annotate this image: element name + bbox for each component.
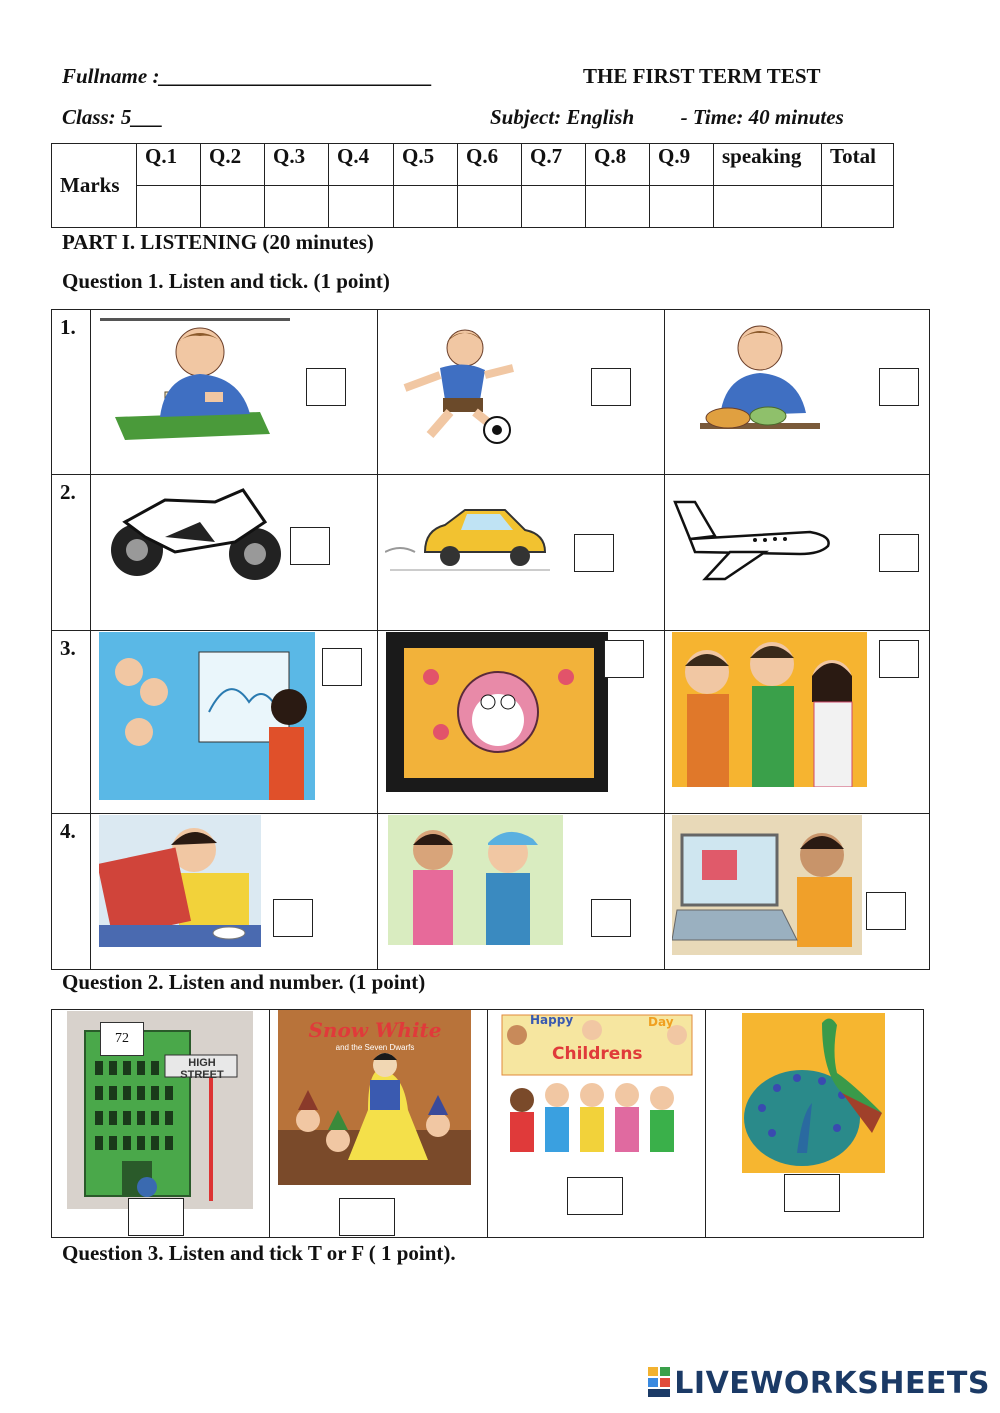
tick-box-2-2[interactable]: [574, 534, 614, 572]
peacock-picture: [742, 1013, 885, 1173]
marks-col-q8: Q.8: [586, 144, 650, 186]
number-box-4[interactable]: [784, 1174, 840, 1212]
cartoon-tv-picture: [386, 632, 608, 800]
book-subtitle: and the Seven Dwarfs: [335, 1043, 415, 1052]
grid-divider: [377, 309, 378, 970]
fullname-line: [62, 64, 432, 89]
number-box-3[interactable]: [567, 1177, 623, 1215]
tick-box-1-2[interactable]: [591, 368, 631, 406]
question2-title: Question 2. Listen and number. (1 point): [62, 970, 426, 994]
boy-writing-picture: [110, 322, 275, 442]
marks-cell[interactable]: [329, 186, 394, 228]
three-children-picture: [672, 632, 867, 787]
marks-col-q1: Q.1: [137, 144, 201, 186]
liveworksheets-logo: [648, 1366, 990, 1401]
marks-col-q6: Q.6: [458, 144, 522, 186]
dash: -: [680, 105, 688, 129]
grid-divider: [705, 1009, 706, 1238]
number-box-1[interactable]: [128, 1198, 184, 1236]
grid-divider: [487, 1009, 488, 1238]
marks-col-speaking: speaking: [714, 144, 822, 186]
marks-cell[interactable]: [137, 186, 201, 228]
grid-divider: [51, 474, 930, 475]
tick-box-3-1[interactable]: [322, 648, 362, 686]
tick-box-4-3[interactable]: [866, 892, 906, 930]
boy-reading-picture: [99, 815, 261, 947]
children-painting-picture: [99, 632, 315, 800]
class-line: [62, 105, 163, 130]
marks-cell[interactable]: [586, 186, 650, 228]
marks-cell[interactable]: [522, 186, 586, 228]
banner-happy: Happy: [530, 1013, 574, 1027]
part1-title: PART I. LISTENING (20 minutes): [62, 230, 374, 254]
test-title: THE FIRST TERM TEST: [583, 64, 821, 88]
marks-col-q9: Q.9: [650, 144, 714, 186]
marks-cell[interactable]: [201, 186, 265, 228]
building-picture: [67, 1011, 253, 1209]
row-number-4: 4.: [60, 819, 76, 843]
tick-box-2-3[interactable]: [879, 534, 919, 572]
time-label: Time: 40 minutes: [692, 105, 844, 129]
question1-title: Question 1. Listen and tick. (1 point): [62, 269, 390, 293]
marks-cell[interactable]: [265, 186, 329, 228]
fullname-blank[interactable]: __________________________: [159, 64, 433, 88]
grid-divider: [51, 813, 930, 814]
tick-box-3-2[interactable]: [604, 640, 644, 678]
marks-col-q7: Q.7: [522, 144, 586, 186]
grid-divider: [269, 1009, 270, 1238]
boy-eating-picture: [700, 318, 820, 448]
marks-col-total: Total: [822, 144, 894, 186]
building-number: 72: [100, 1022, 144, 1056]
row-number-2: 2.: [60, 480, 76, 504]
marks-label: Marks: [52, 144, 137, 228]
liveworksheets-icon: [648, 1367, 670, 1397]
number-box-2[interactable]: [339, 1198, 395, 1236]
marks-cell[interactable]: [394, 186, 458, 228]
childrens-day-picture: [497, 1010, 697, 1175]
tick-box-1-1[interactable]: [306, 368, 346, 406]
marks-col-q2: Q.2: [201, 144, 265, 186]
banner-childrens: Childrens: [552, 1044, 643, 1064]
row-number-3: 3.: [60, 636, 76, 660]
marks-cell[interactable]: [650, 186, 714, 228]
marks-cell[interactable]: [458, 186, 522, 228]
subject-line: [490, 105, 844, 130]
motorbike-picture: [105, 482, 285, 582]
subject-label: Subject: English: [490, 105, 635, 129]
book-title: Snow White: [308, 1018, 442, 1042]
class-blank[interactable]: ___: [131, 105, 163, 129]
marks-cell[interactable]: [822, 186, 894, 228]
tick-box-3-3[interactable]: [879, 640, 919, 678]
marks-col-q5: Q.5: [394, 144, 458, 186]
question3-title: Question 3. Listen and tick T or F ( 1 point).: [62, 1241, 456, 1265]
marks-table: [51, 143, 894, 228]
grid-divider: [90, 309, 91, 970]
liveworksheets-text: LIVEWORKSHEETS: [674, 1366, 990, 1401]
row-number-1: 1.: [60, 315, 76, 339]
banner-day: Day: [648, 1015, 674, 1029]
class-label: Class: 5: [62, 105, 132, 129]
boy-laptop-picture: [672, 815, 862, 955]
car-picture: [385, 500, 550, 580]
tick-box-1-3[interactable]: [879, 368, 919, 406]
grid-divider: [51, 630, 930, 631]
tick-box-2-1[interactable]: [290, 527, 330, 565]
two-boys-talking-picture: [388, 815, 563, 945]
marks-col-q3: Q.3: [265, 144, 329, 186]
marks-col-q4: Q.4: [329, 144, 394, 186]
marks-cell[interactable]: [714, 186, 822, 228]
boy-football-picture: [385, 320, 520, 445]
plane-picture: [670, 494, 835, 584]
grid-divider: [664, 309, 665, 970]
tick-box-4-1[interactable]: [273, 899, 313, 937]
street-sign: HIGH STREET: [180, 1057, 224, 1081]
tick-box-4-2[interactable]: [591, 899, 631, 937]
fullname-label: Fullname :: [62, 64, 160, 88]
